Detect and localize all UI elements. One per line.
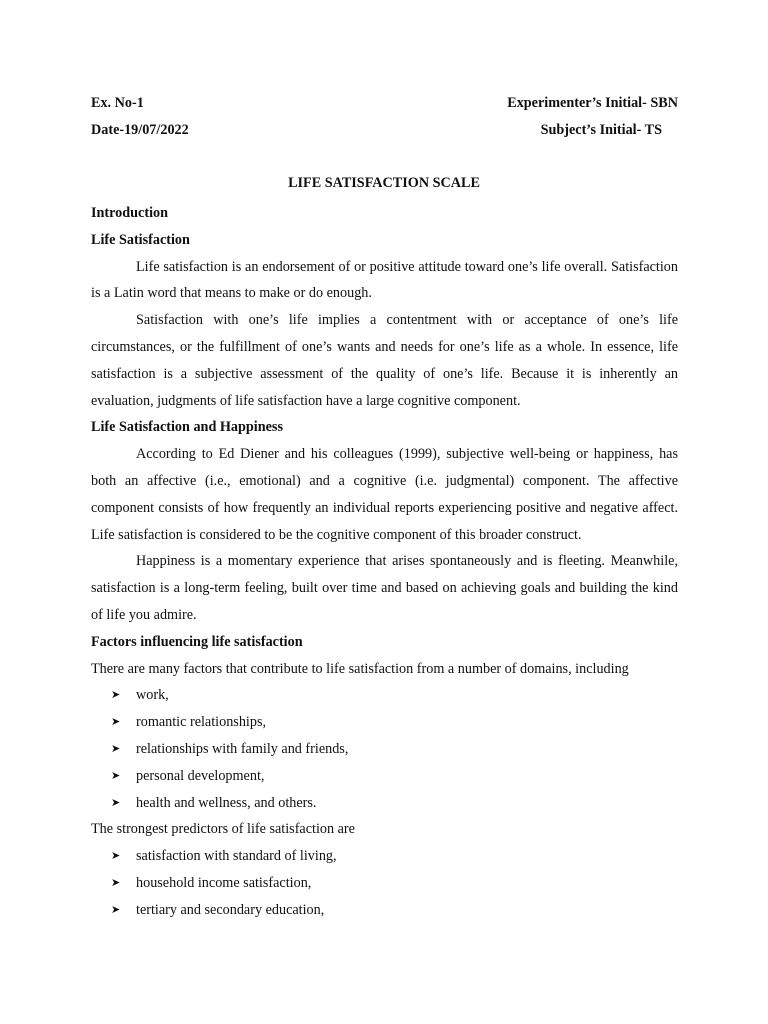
arrowhead-bullet-icon: ➤ bbox=[111, 849, 121, 863]
life-satisfaction-paragraph-1: Life satisfaction is an endorsement of or positive attitude toward one’s life overall. Satisfaction is a Latin word that means to make or do enough. bbox=[91, 258, 678, 302]
exercise-number: Ex. No-1 bbox=[91, 95, 144, 111]
list-item: ➤ satisfaction with standard of living, bbox=[111, 843, 678, 870]
header-row-1 bbox=[91, 94, 678, 112]
list-item: ➤ personal development, bbox=[111, 763, 678, 790]
predictors-intro: The strongest predictors of life satisfaction are bbox=[91, 821, 355, 838]
arrowhead-bullet-icon: ➤ bbox=[111, 768, 121, 782]
list-item: ➤ relationships with family and friends, bbox=[111, 736, 678, 763]
arrowhead-bullet-icon: ➤ bbox=[111, 902, 121, 916]
happiness-paragraph-1: According to Ed Diener and his colleagues (1999), subjective well-being or happiness, has both an affective (i.e., emotional) and a cognitive (i.e. judgmental) component. The affective component consists of how frequently an individual reports experiencing positive and negative affect. Life satisfaction is considered to be the cognitive component of this broader construct. bbox=[91, 446, 678, 543]
factors-list bbox=[91, 682, 678, 816]
predictors-list bbox=[91, 843, 678, 923]
life-satisfaction-paragraph-2: Satisfaction with one’s life implies a contentment with or acceptance of one’s life circumstances, or the fulfillment of one’s wants and needs for one’s life as a whole. In essence, life satisfaction is a subjective assessment of the quality of one’s life. Because it is inherently an evaluation, judgments of life satisfaction have a large cognitive component. bbox=[91, 312, 678, 409]
list-item: ➤ work, bbox=[111, 682, 678, 709]
arrowhead-bullet-icon: ➤ bbox=[111, 741, 121, 755]
list-item: ➤ household income satisfaction, bbox=[111, 870, 678, 897]
date: Date-19/07/2022 bbox=[91, 122, 189, 138]
factors-heading: Factors influencing life satisfaction bbox=[91, 633, 303, 650]
happiness-heading: Life Satisfaction and Happiness bbox=[91, 419, 283, 436]
list-item: ➤ health and wellness, and others. bbox=[111, 790, 678, 817]
experimenter-initial: Experimenter’s Initial- SBN bbox=[507, 95, 678, 111]
arrowhead-bullet-icon: ➤ bbox=[111, 875, 121, 889]
happiness-paragraph-2: Happiness is a momentary experience that arises spontaneously and is fleeting. Meanwhile, satisfaction is a long-term feeling, built over time and based on achieving goals and building the kind of life you admire. bbox=[91, 553, 678, 623]
header-row-2 bbox=[91, 121, 662, 139]
introduction-heading: Introduction bbox=[91, 205, 168, 221]
life-satisfaction-heading: Life Satisfaction bbox=[91, 231, 190, 248]
arrowhead-bullet-icon: ➤ bbox=[111, 688, 121, 702]
arrowhead-bullet-icon: ➤ bbox=[111, 715, 121, 729]
subject-initial: Subject’s Initial- TS bbox=[540, 122, 662, 138]
arrowhead-bullet-icon: ➤ bbox=[111, 795, 121, 809]
list-item: ➤ tertiary and secondary education, bbox=[111, 897, 678, 924]
list-item: ➤ romantic relationships, bbox=[111, 709, 678, 736]
document-body bbox=[91, 200, 678, 924]
document-title: LIFE SATISFACTION SCALE bbox=[288, 175, 480, 191]
factors-intro: There are many factors that contribute to life satisfaction from a number of domains, including bbox=[91, 660, 629, 677]
